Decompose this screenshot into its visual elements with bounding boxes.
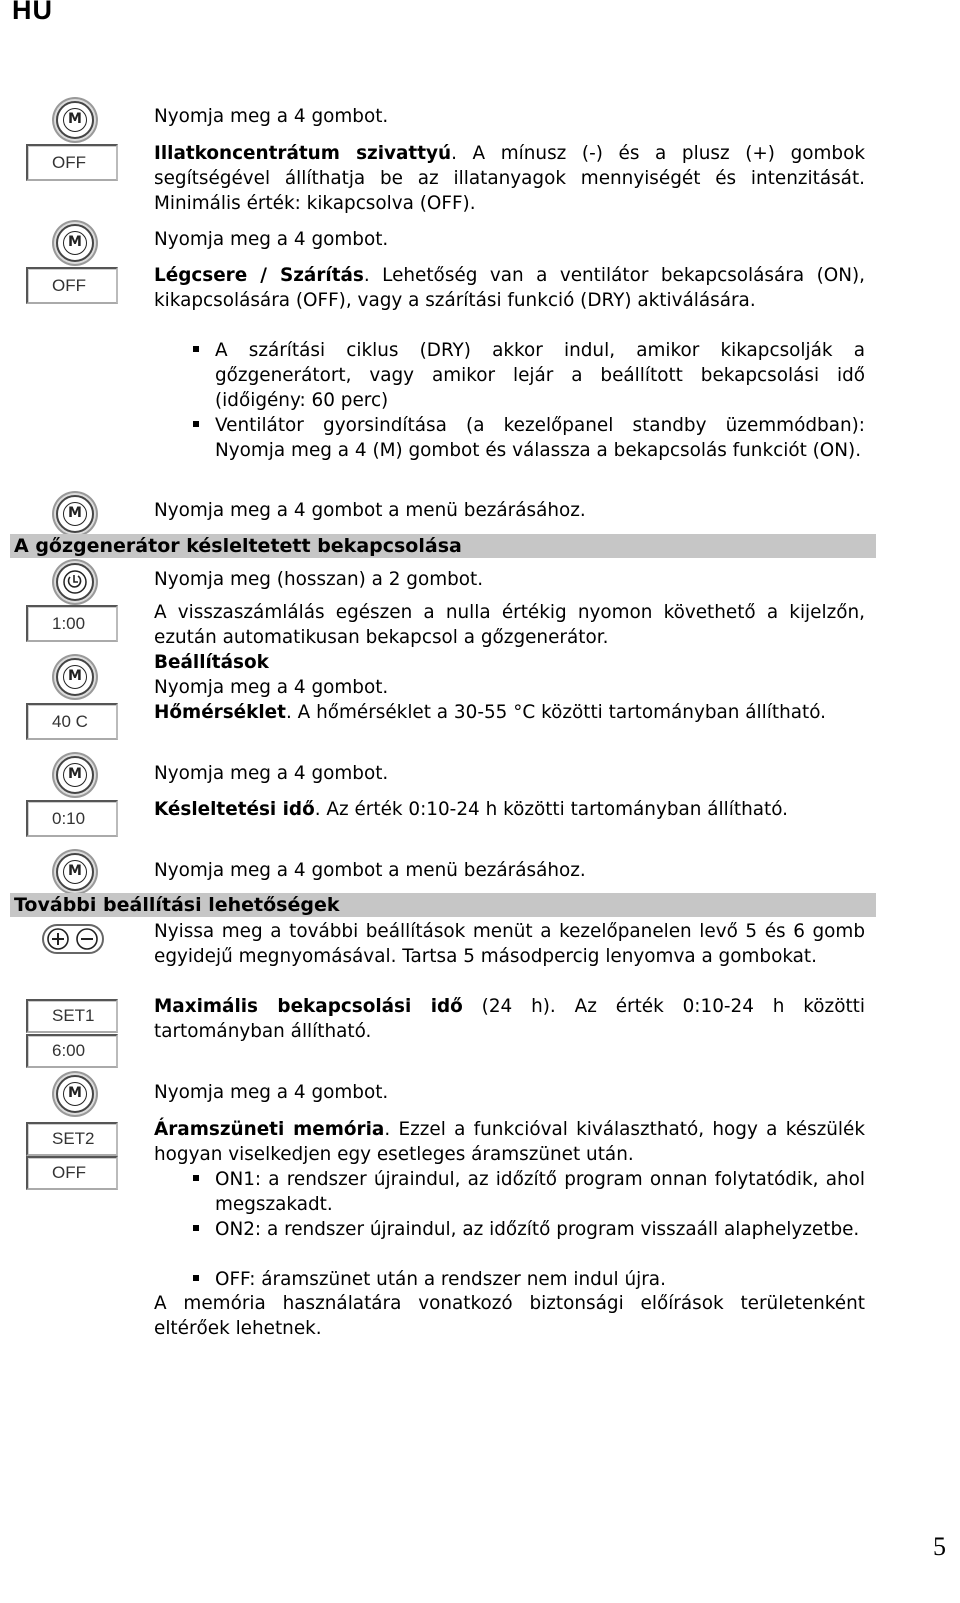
m-button-icon: M (56, 495, 94, 533)
section-header-delayed-start: A gőzgenerátor késleltetett bekapcsolása (10, 534, 876, 558)
instruction-text: Nyomja meg (hosszan) a 2 gombot. (154, 569, 484, 590)
paragraph-text: . Lehetőség van a ventilátor bekapcsolására (ON), kikapcsolására (OFF), vagy a szárítási funkció (DRY) aktiválására. (154, 265, 865, 311)
section-header-further-settings: További beállítási lehetőségek (10, 893, 876, 917)
paragraph-ventilation (154, 263, 865, 313)
paragraph-text: . A hőmérséklet a 30-55 °C közötti tartományban állítható. (285, 702, 826, 723)
m-button-icon: M (56, 101, 94, 139)
m-button-icon: M (56, 853, 94, 891)
paragraph-power-memory (154, 1117, 865, 1167)
paragraph-delay-time (154, 797, 865, 822)
m-button-icon: M (56, 658, 94, 696)
instruction-text: Nyomja meg a 4 gombot. (154, 229, 389, 250)
display-temperature-icon: 40 C (26, 703, 118, 740)
subheading-settings: Beállítások (154, 652, 269, 673)
language-code: HU (12, 0, 53, 25)
instruction-text: Nyomja meg a 4 gombot a menü bezárásához. (154, 860, 586, 881)
instruction-text: Nyomja meg a 4 gombot. (154, 1082, 389, 1103)
instruction-text: Nyomja meg a 4 gombot a menü bezárásához. (154, 500, 586, 521)
bullet-item: OFF: áramszünet után a rendszer nem indul újra. (215, 1269, 666, 1290)
instruction-text: Nyomja meg a 4 gombot. (154, 677, 389, 698)
heading-delay-time: Késleltetési idő (154, 799, 315, 820)
bullet-marker (193, 1275, 199, 1281)
bullet-marker (193, 346, 199, 352)
paragraph-countdown: A visszaszámlálás egészen a nulla értékig nyomon követhető a kijelzőn, ezután automatikusan bekapcsol a gőzgenerátor. (154, 602, 865, 648)
bullet-marker (193, 421, 199, 427)
heading-ventilation: Légcsere / Szárítás (154, 265, 364, 286)
m-button-icon: M (56, 224, 94, 262)
display-set1-icon: SET1 (26, 999, 118, 1033)
paragraph-memory-note: A memória használatára vonatkozó biztonsági előírások területenként eltérőek lehetnek. (154, 1293, 865, 1339)
heading-max-time: Maximális bekapcsolási idő (154, 996, 463, 1017)
page-number: 5 (933, 1532, 946, 1561)
display-off-icon: OFF (26, 267, 118, 304)
display-set2-icon: SET2 (26, 1122, 118, 1156)
heading-temperature: Hőmérséklet (154, 702, 286, 723)
bullet-item: ON2: a rendszer újraindul, az időzítő program visszaáll alaphelyzetbe. (215, 1219, 860, 1240)
instruction-text: Nyomja meg a 4 gombot. (154, 763, 389, 784)
display-off-icon: OFF (26, 1156, 118, 1190)
paragraph-text: . A mínusz (-) és a plusz (+) gombok segítségével állíthatja be az illatanyagok mennyiségét és intenzitását. Minimális érték: kikapcsolva (OFF). (154, 143, 865, 214)
display-time-icon: 1:00 (26, 605, 118, 642)
display-delay-icon: 0:10 (26, 800, 118, 837)
paragraph-text: . Az érték 0:10-24 h közötti tartományban állítható. (314, 799, 788, 820)
instruction-text: Nyomja meg a 4 gombot. (154, 106, 389, 127)
bullet-marker (193, 1175, 199, 1181)
paragraph-text: (24 h). Az érték 0:10-24 h közötti tartományban állítható. (154, 996, 865, 1042)
paragraph-open-menu: Nyissa meg a további beállítások menüt a kezelőpanelen levő 5 és 6 gomb egyidejű megnyomásával. Tartsa 5 másodpercig lenyomva a gombokat. (154, 921, 865, 967)
paragraph-max-time (154, 994, 865, 1044)
bullet-marker (193, 1225, 199, 1231)
bullet-item: ON1: a rendszer újraindul, az időzítő program onnan folytatódik, ahol megszakadt. (215, 1169, 865, 1215)
paragraph-fragrance-pump (154, 141, 865, 216)
paragraph-text: . Ezzel a funkcióval kiválasztható, hogy a készülék hogyan viselkedjen egy esetleges áramszünet után. (154, 1119, 865, 1165)
bullet-item: A szárítási ciklus (DRY) akkor indul, amikor kikapcsolják a gőzgenerátort, vagy amikor lejár a beállított bekapcsolási idő (időigény: 60 perc) (215, 340, 865, 411)
paragraph-temperature (154, 700, 865, 725)
display-time-icon: 6:00 (26, 1034, 118, 1068)
m-button-icon: M (56, 1075, 94, 1113)
plus-minus-buttons-icon (42, 924, 104, 954)
heading-power-memory: Áramszüneti memória (154, 1119, 385, 1140)
delay-start-button-icon (56, 563, 94, 601)
m-button-icon: M (56, 756, 94, 794)
display-off-icon: OFF (26, 144, 118, 181)
bullet-item: Ventilátor gyorsindítása (a kezelőpanel standby üzemmódban): Nyomja meg a 4 (M) gombot és válassza a bekapcsolás funkciót (ON). (215, 415, 865, 461)
heading-fragrance-pump: Illatkoncentrátum szivattyú (154, 143, 452, 164)
